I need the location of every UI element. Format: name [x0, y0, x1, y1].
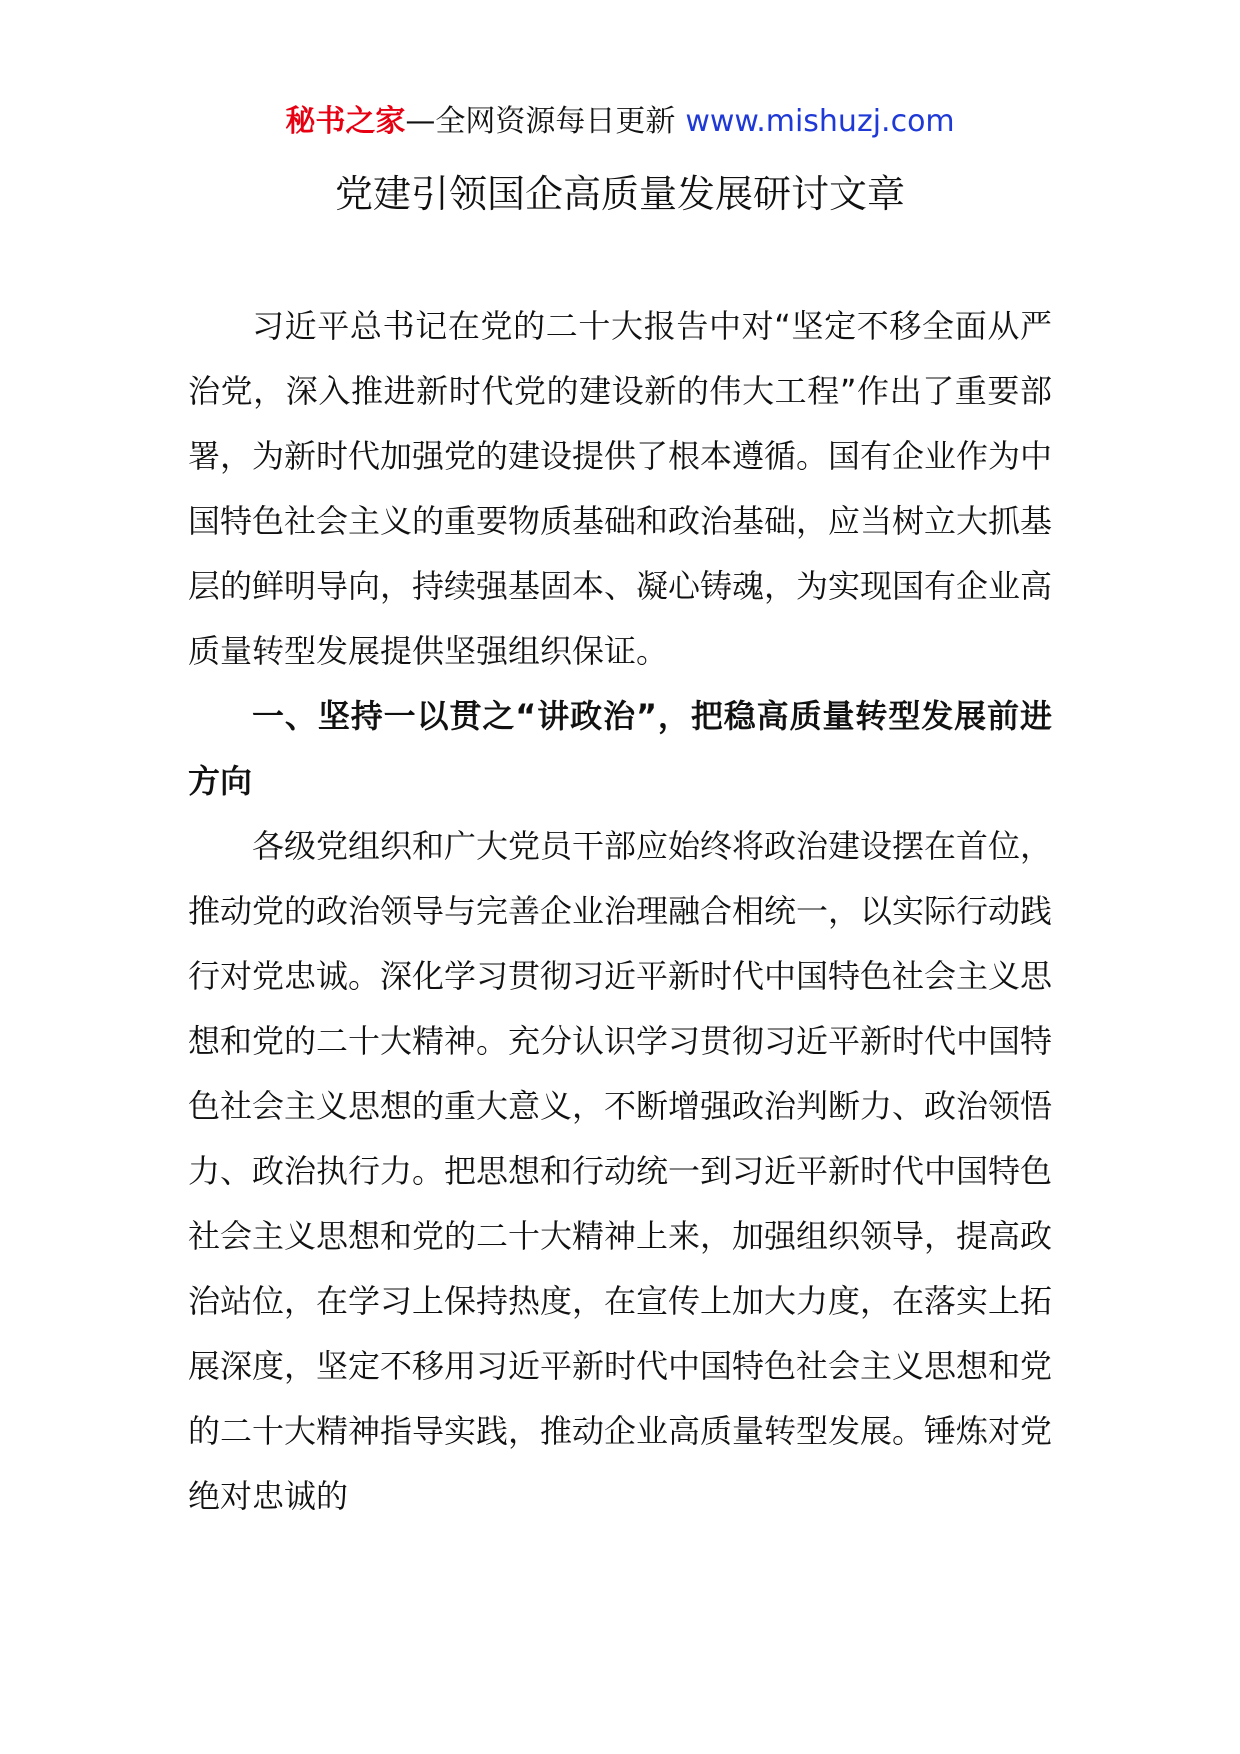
site-tagline: —全网资源每日更新 [405, 104, 676, 139]
brand-name: 秘书之家 [285, 104, 406, 139]
site-header [0, 100, 1240, 144]
document-body [188, 294, 1052, 1529]
section-1-heading: 一、坚持一以贯之“讲政治”，把稳高质量转型发展前进方向 [188, 697, 1052, 800]
intro-paragraph: 习近平总书记在党的二十大报告中对“坚定不移全面从严治党，深入推进新时代党的建设新的伟大工程”作出了重要部署，为新时代加强党的建设提供了根本遵循。国有企业作为中国特色社会主义的重要物质基础和政治基础，应当树立大抓基层的鲜明导向，持续强基固本、凝心铸魂，为实现国有企业高质量转型发展提供坚强组织保证。 [188, 307, 1053, 670]
section-1-paragraph: 各级党组织和广大党员干部应始终将政治建设摆在首位，推动党的政治领导与完善企业治理融合相统一，以实际行动践行对党忠诚。深化学习贯彻习近平新时代中国特色社会主义思想和党的二十大精神。充分认识学习贯彻习近平新时代中国特色社会主义思想的重大意义，不断增强政治判断力、政治领悟力、政治执行力。把思想和行动统一到习近平新时代中国特色社会主义思想和党的二十大精神上来，加强组织领导，提高政治站位，在学习上保持热度，在宣传上加大力度，在落实上拓展深度，坚定不移用习近平新时代中国特色社会主义思想和党的二十大精神指导实践，推动企业高质量转型发展。锤炼对党绝对忠诚的 [188, 827, 1053, 1515]
document-title: 党建引领国企高质量发展研讨文章 [334, 172, 905, 216]
site-url-link[interactable]: www.mishuzj.com [685, 104, 955, 139]
